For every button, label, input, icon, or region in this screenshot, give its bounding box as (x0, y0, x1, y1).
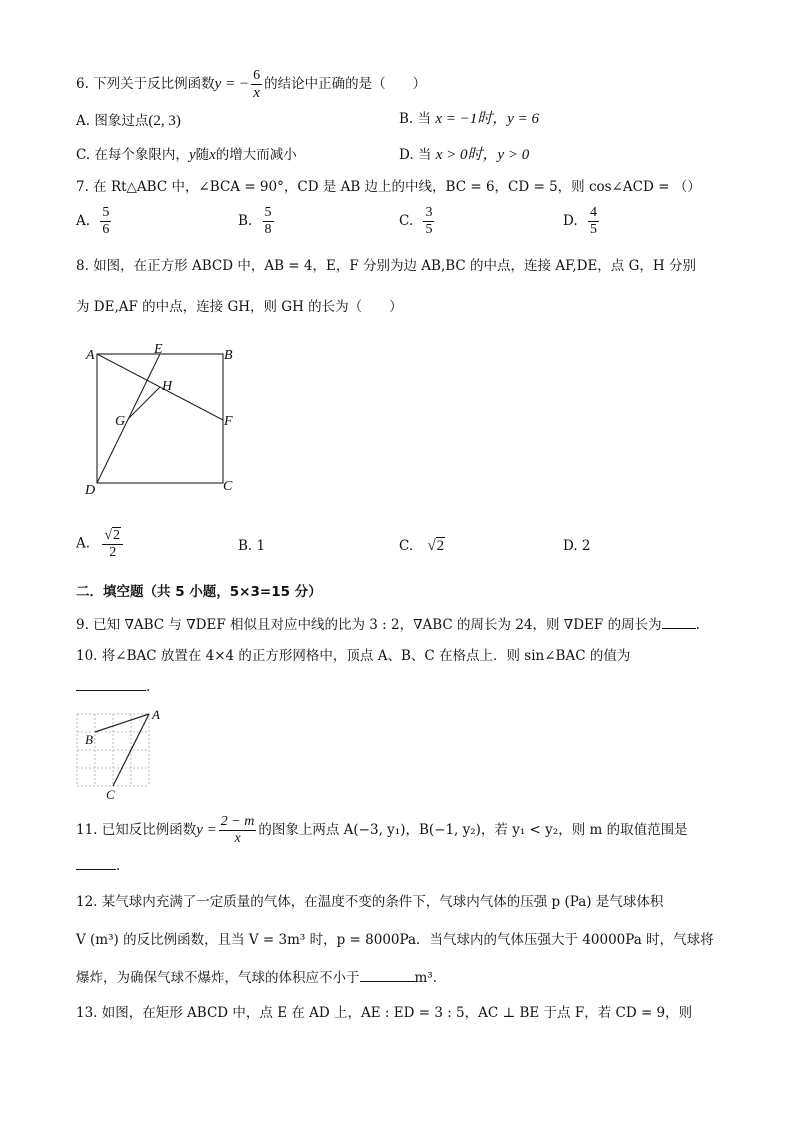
q8-stem-line2: 为 DE,AF 的中点，连接 GH，则 GH 的长为（ ） (76, 299, 403, 315)
q6-fraction-den: x (253, 85, 260, 101)
q8-stem-line1: 8. 如图，在正方形 ABCD 中，AB = 4，E，F 分别为边 AB,BC 的中点，连接 AF,DE，点 G，H 分别 (76, 258, 696, 274)
q6-fraction (251, 68, 262, 101)
q6-formula-lhs: y = − (214, 76, 250, 92)
q9-stem: 9. 已知 ∇ABC 与 ∇DEF 相似且对应中线的比为 3 : 2，∇ABC 的周长为 24，则 ∇DEF 的周长为 . (76, 614, 700, 635)
q6-option-a: A. 图象过点(2, 3) (76, 113, 181, 129)
label-a: A (86, 348, 95, 363)
label-d: D (85, 483, 96, 498)
label-f: F (224, 414, 233, 429)
label-c: C (223, 479, 233, 494)
q13-line1: 13. 如图，在矩形 ABCD 中，点 E 在 AD 上，AE : ED = 3 : 5，AC ⊥ BE 于点 F，若 CD = 9，则 (76, 1005, 693, 1021)
q12-line1: 12. 某气球内充满了一定质量的气体，在温度不变的条件下，气球内气体的压强 p (Pa) 是气球体积 (76, 894, 664, 910)
q7-stem: 7. 在 Rt△ABC 中，∠BCA = 90°，CD 是 AB 边上的中线，BC = 6，CD = 5，则 cos∠ACD = （） (76, 179, 701, 195)
segment-gh (128, 387, 160, 419)
q6-option-b: B. 当 x = −1时，y = 6 (399, 111, 539, 127)
label-h: H (162, 379, 173, 394)
label-e: E (154, 342, 163, 357)
section-2-title: 二．填空题（共 5 小题，5×3=15 分） (76, 584, 322, 600)
q10-stem: 10. 将∠BAC 放置在 4×4 的正方形网格中，顶点 A、B、C 在格点上．则 sin∠BAC 的值为 (76, 648, 631, 664)
q8-option-b: B. 1 (238, 538, 266, 554)
q8-option-d: D. 2 (563, 538, 591, 554)
q8-square-figure (82, 340, 252, 500)
q12-line3: 爆炸，为确保气球不爆炸，气球的体积应不小于 m³． (76, 967, 446, 988)
q10-grid-figure (72, 706, 172, 802)
label-g: G (115, 414, 126, 429)
q7-option-c: C. $\frac{3}{5}$ (399, 205, 433, 237)
q9-answer-blank[interactable] (662, 614, 696, 629)
label-a: A (152, 707, 160, 722)
q6-stem-suffix: 的结论中正确的是（ ） (264, 76, 427, 92)
q7-option-b: B. $\frac{5}{8}$ (238, 205, 272, 237)
q8-option-a: A. $\frac{√2}{2}$ (76, 527, 125, 561)
q11-stem: 11. 已知反比例函数y = $\frac{2 - m}{x}$ 的图象上两点 A(−3, y₁)，B(−1, y₂)，若 y₁ < y₂，则 m 的取值范围是 (76, 814, 688, 846)
q12-answer-blank[interactable] (360, 967, 415, 982)
q11-answer-blank[interactable] (76, 855, 116, 870)
q7-option-d: D. $\frac{4}{5}$ (563, 205, 597, 237)
q12-line2: V (m³) 的反比例函数，且当 V = 3m³ 时，p = 8000Pa．当气球内的气体压强大于 40000Pa 时，气球将 (76, 932, 714, 948)
label-c: C (106, 787, 115, 802)
label-b: B (85, 732, 93, 747)
label-b: B (224, 348, 233, 363)
q8-option-c: C. √2 (399, 538, 445, 554)
q6-fraction-num: 6 (253, 68, 261, 83)
q6-option-d: D. 当 x > 0时，y > 0 (399, 147, 530, 163)
q11-answer-line: . (76, 855, 120, 876)
q10-answer-blank[interactable] (76, 676, 146, 691)
q7-option-a: A. $\frac{5}{6}$ (76, 205, 110, 237)
q6-option-c: C. 在每个象限内，y随x的增大而减小 (76, 147, 297, 163)
q6-stem (76, 68, 426, 101)
grid-lines (77, 714, 149, 786)
q6-stem-prefix: 6. 下列关于反比例函数 (76, 76, 215, 92)
q10-answer-line: . (76, 676, 150, 697)
